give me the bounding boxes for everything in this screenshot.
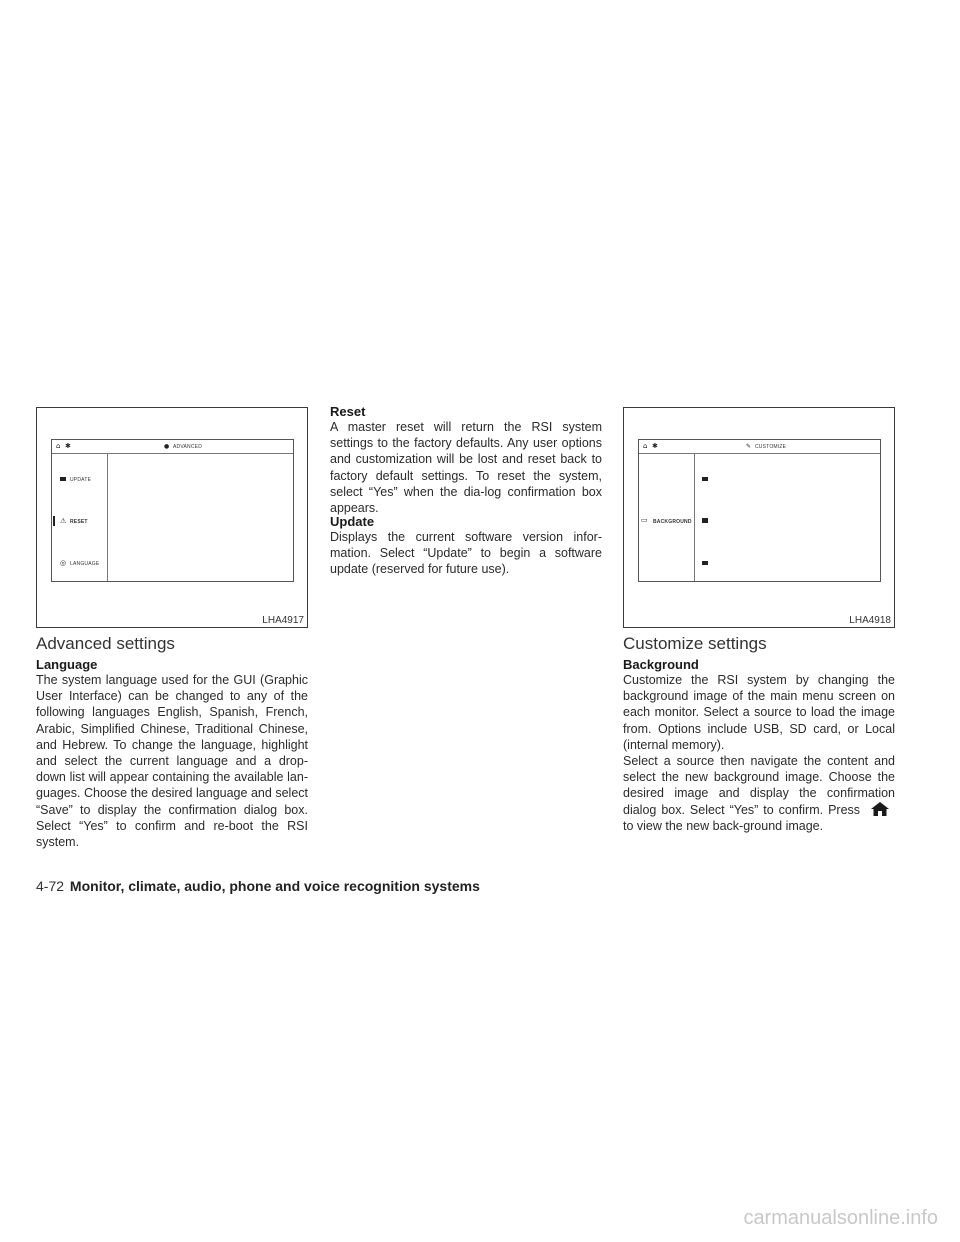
- screen-header: CUSTOMIZE: [755, 444, 787, 450]
- update-heading: Update: [330, 514, 375, 529]
- update-icon: [60, 477, 66, 481]
- brush-icon: ✎: [746, 443, 752, 450]
- section-title-customize: Customize settings: [623, 634, 767, 653]
- selected-indicator: [53, 516, 55, 526]
- background-heading: Background: [623, 657, 699, 672]
- section-title-advanced: Advanced settings: [36, 634, 175, 653]
- source-text: Select a source then navigate the content and select the new background image. Choose the desired image and display the confirmation dialog box. Select “Yes” to confirm. Press to view the new back-ground image.: [623, 754, 895, 833]
- screen-top-bar: [52, 440, 293, 454]
- figure-id: LHA4917: [262, 615, 304, 626]
- reset-text: A master reset will return the RSI system settings to the factory defaults. Any user options and customization will be lost and reset back to factory default settings. To reset the system, select “Yes” when the dia-log confirmation box appears.: [330, 420, 602, 516]
- gear-icon: ✱: [65, 442, 71, 450]
- menu-item-reset[interactable]: RESET: [70, 519, 88, 525]
- home-icon: ⌂: [643, 442, 648, 450]
- chapter-title: Monitor, climate, audio, phone and voice recognition systems: [69, 878, 480, 894]
- gear-icon: ✱: [652, 442, 658, 450]
- page-number: 4-72: [36, 878, 65, 894]
- background-text: Customize the RSI system by changing the background image of the main menu screen on each monitor. Select a source to load the image from. Options include USB, SD card, or Local (internal memory).: [623, 673, 895, 752]
- language-heading: Language: [36, 657, 98, 672]
- menu-item-background[interactable]: BACKGROUND: [653, 519, 692, 525]
- figure-customize-screen: [623, 407, 895, 628]
- update-text: Displays the current software version infor-mation. Select “Update” to begin a software update (reserved for future use).: [330, 530, 602, 577]
- content-panel: [694, 454, 880, 581]
- watermark: carmanualsonline.info: [743, 1207, 938, 1229]
- home-icon: ⌂: [56, 442, 61, 450]
- screen-mock: [638, 439, 881, 582]
- screen-top-bar: [639, 440, 880, 454]
- reset-heading: Reset: [330, 404, 366, 419]
- image-icon: ▭: [641, 516, 648, 524]
- menu-item-update[interactable]: UPDATE: [70, 477, 92, 483]
- globe-icon: ◎: [60, 559, 67, 567]
- language-text: The system language used for the GUI (Graphic User Interface) can be changed to any of the following languages English, Spanish, French, Arabic, Simplified Chinese, Traditional Chinese, and Hebrew. To change the language, highlight and select the current language and a drop-down list will appear containing the available lan-guages. Choose the desired language and select “Save” to display the confirmation dialog box. Select “Yes” to confirm and re-boot the RSI system.: [36, 673, 308, 850]
- advanced-icon: ●: [164, 443, 170, 450]
- menu-item-language[interactable]: LANGUAGE: [70, 561, 100, 567]
- warning-icon: ⚠: [60, 517, 67, 525]
- figure-id: LHA4918: [849, 615, 891, 626]
- content-panel: [107, 454, 293, 581]
- figure-advanced-screen: [36, 407, 308, 628]
- home-icon: [871, 802, 889, 816]
- screen-mock: [51, 439, 294, 582]
- page-footer: [36, 878, 480, 894]
- screen-header: ADVANCED: [173, 444, 203, 450]
